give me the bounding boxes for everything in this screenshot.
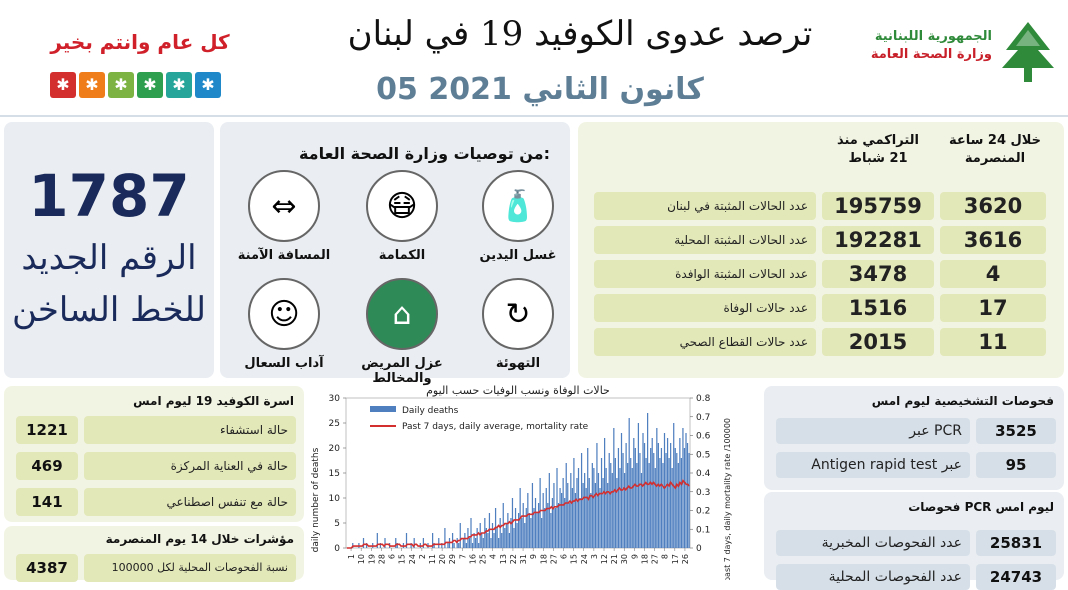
pcr-tests-panel [764,492,1064,586]
recommendation-item [352,170,452,263]
x-tick-label: 27 [650,554,660,565]
recommendation-label: آداب السعال [244,356,324,371]
daily-deaths-bar [675,448,676,548]
daily-deaths-bar [581,453,582,548]
daily-deaths-bar [464,533,465,548]
daily-deaths-bar [649,463,650,548]
y-tick-label: 15 [328,469,340,479]
hotline-label-line1: الرقم الجديد [21,238,197,278]
daily-deaths-bar [647,413,648,548]
diagnostic-label: عبر PCR [776,418,970,444]
y2-tick-label: 0.6 [696,431,711,442]
daily-deaths-bar [538,503,539,548]
ministry-line-health: وزارة الصحة العامة [870,47,992,62]
daily-deaths-bar [483,538,484,548]
daily-deaths-bar [624,473,625,548]
daily-deaths-bar [466,543,467,548]
hotline-label-line2: للخط الساخن [11,290,207,330]
daily-deaths-bar [622,453,623,548]
hotline-panel [4,122,214,378]
daily-deaths-bar [553,483,554,548]
recommendation-label: الكمامة [378,248,426,263]
pcr-label: عدد الفحوصات المحلية [776,564,970,590]
x-tick-label: 25 [478,554,488,565]
x-tick-label: 31 [519,554,529,565]
daily-deaths-bar [501,533,502,548]
pcr-row-lab [776,530,1056,556]
indicators-title: مؤشرات خلال 14 يوم المنصرمة [105,532,294,546]
daily-deaths-bar [584,473,585,548]
daily-deaths-bar [481,533,482,548]
daily-deaths-bar [656,428,657,548]
covid-beds-panel [4,386,304,522]
y2-tick-label: 0.8 [696,394,711,404]
daily-deaths-bar [661,448,662,548]
recommendation-item [468,170,568,263]
daily-deaths-bar [626,443,627,548]
indicator-row [16,554,296,582]
daily-deaths-bar [618,448,619,548]
daily-deaths-bar [601,458,602,548]
indicator-value: 4387 [16,554,78,582]
y2-tick-label: 0.3 [696,487,711,498]
daily-deaths-bar [602,478,603,548]
daily-deaths-bar [658,443,659,548]
diagnostic-label: Antigen rapid test عبر [776,452,970,478]
daily-deaths-bar [644,443,645,548]
daily-deaths-bar [665,453,666,548]
x-tick-label: 15 [397,554,407,565]
daily-deaths-bar [523,503,524,548]
daily-deaths-bar [527,493,528,548]
daily-deaths-bar [633,438,634,548]
hotline-number: 1787 [28,162,190,230]
y-tick-label: 20 [328,444,340,454]
daily-deaths-bar [598,473,599,548]
daily-deaths-bar [672,468,673,548]
chart-y-axis-label: daily number of deaths [311,447,321,553]
daily-deaths-bar [567,483,568,548]
daily-deaths-bar [688,453,689,548]
daily-deaths-bar [629,418,630,548]
x-tick-label: 29 [448,554,458,565]
daily-deaths-bar [536,513,537,548]
daily-deaths-bar [645,458,646,548]
x-tick-label: 24 [579,554,589,565]
y-tick-label: 10 [328,494,340,504]
daily-deaths-bar [541,518,542,548]
daily-deaths-bar [667,438,668,548]
x-tick-label: 4 [488,554,498,560]
y-tick-label: 0 [334,544,340,554]
cough-etiquette-icon: ☺ [248,278,320,350]
bed-label: حالة مع تنفس اصطناعي [84,488,296,516]
daily-deaths-bar [547,503,548,548]
y2-tick-label: 0.1 [696,525,711,536]
daily-deaths-bar [610,463,611,548]
virus-icon: ✱ [50,72,76,98]
daily-deaths-bar [460,523,461,548]
slogan-icons [50,72,221,98]
stat-row [594,260,1046,288]
daily-deaths-bar [681,458,682,548]
x-tick-label: 1 [347,554,357,560]
daily-deaths-bar [524,523,525,548]
daily-deaths-bar [563,478,564,548]
x-tick-label: 18 [539,554,549,565]
deaths-chart [306,380,732,580]
bed-value: 141 [16,488,78,516]
daily-deaths-bar [669,458,670,548]
diagnostic-row-antigen [776,452,1056,478]
daily-deaths-bar [564,498,565,548]
pcr-value: 24743 [976,564,1056,590]
daily-deaths-bar [670,443,671,548]
cumulative-column-header: التراكمي منذ 21 شباط [836,133,919,166]
daily-deaths-bar [578,468,579,548]
daily-deaths-bar [653,453,654,548]
recommendation-item [234,170,334,263]
diagnostic-row-pcr [776,418,1056,444]
x-tick-label: 16 [468,554,478,565]
stat-label: عدد الحالات المثبتة في لبنان [594,192,816,220]
daily-deaths-bar [507,513,508,548]
daily-deaths-bar [561,493,562,548]
stat-label: عدد الحالات المثبتة الوافدة [594,260,816,288]
stat-daily-value: 3620 [940,192,1046,220]
daily-deaths-bar [579,498,580,548]
header-divider [0,115,1068,117]
daily-deaths-bar [478,543,479,548]
daily-deaths-bar [447,543,448,548]
stat-row [594,294,1046,322]
y2-tick-label: 0.7 [696,412,711,423]
daily-deaths-bar [659,458,660,548]
stat-row [594,192,1046,220]
x-tick-label: 12 [600,554,609,565]
daily-deaths-bar [632,468,633,548]
chart-title: حالات الوفاة ونسب الوفيات حسب اليوم [426,384,610,397]
daily-deaths-bar [518,513,519,548]
daily-deaths-bar [590,493,591,548]
legend-swatch-bars [370,406,396,412]
ministry-line-republic: الجمهورية اللبنانية [874,29,992,44]
bed-row [16,452,296,480]
x-tick-label: 3 [589,554,599,560]
y2-tick-label: 0.5 [696,450,711,461]
bed-label: حالة في العناية المركزة [84,452,296,480]
stat-cumulative-value: 2015 [822,328,934,356]
new-year-greeting: كل عام وانتم بخير [50,30,230,54]
daily-deaths-bar [543,493,544,548]
recommendation-item [234,278,334,371]
diagnostic-tests-panel [764,386,1064,490]
bed-value: 1221 [16,416,78,444]
daily-deaths-bar [493,533,494,548]
chart-y2-axis-label: past 7 days, daily mortality rate /100000 [723,417,732,580]
stat-row [594,226,1046,254]
daily-deaths-bar [592,463,593,548]
daily-deaths-bar [529,513,530,548]
daily-deaths-bar [549,473,550,548]
daily-deaths-bar [530,518,531,548]
stat-cumulative-value: 192281 [822,226,934,254]
daily-deaths-bar [635,448,636,548]
y2-tick-label: 0.2 [696,506,711,517]
daily-deaths-bar [487,533,488,548]
daily-deaths-bar [684,448,685,548]
indicators-panel [4,526,304,580]
y2-tick-label: 0 [696,544,702,554]
daily-deaths-bar [363,538,364,548]
report-date: 05 كانون الثاني 2021 [376,72,704,107]
daily-deaths-bar [497,528,498,548]
stat-label: عدد حالات القطاع الصحي [594,328,816,356]
recommendation-label: غسل اليدين [479,248,557,263]
stat-daily-value: 3616 [940,226,1046,254]
daily-deaths-bar [612,473,613,548]
x-tick-label: 19 [367,554,377,565]
daily-deaths-bar [652,438,653,548]
daily-deaths-bar [636,463,637,548]
daily-deaths-bar [509,533,510,548]
y-tick-label: 25 [328,419,340,429]
daily-deaths-bar [492,523,493,548]
daily-deaths-bar [619,468,620,548]
hand-wash-icon: 🧴 [482,170,554,242]
daily-deaths-bar [576,478,577,548]
daily-deaths-bar [676,453,677,548]
virus-icon: ✱ [137,72,163,98]
daily-deaths-bar [438,538,439,548]
indicator-label: نسبة الفحوصات المحلية لكل 100000 [84,554,296,582]
daily-deaths-bar [570,473,571,548]
y-tick-label: 30 [328,394,340,404]
virus-icon: ✱ [166,72,192,98]
stat-daily-value: 17 [940,294,1046,322]
daily-deaths-bar [526,508,527,548]
stat-row [594,328,1046,356]
home-isolation-icon: ⌂ [366,278,438,350]
diagnostic-value: 95 [976,452,1056,478]
daily-deaths-bar [664,433,665,548]
bed-row [16,488,296,516]
daily-deaths-bar [477,528,478,548]
x-tick-label: 6 [559,554,569,560]
recommendation-item [352,278,452,386]
cedar-logo-icon [998,20,1058,86]
daily-deaths-bar [678,463,679,548]
daily-deaths-bar [540,478,541,548]
daily-deaths-bar [589,478,590,548]
daily-deaths-bar [573,458,574,548]
x-tick-label: 7 [458,554,468,560]
daily-deaths-bar [569,503,570,548]
daily-deaths-bar [615,458,616,548]
daily-deaths-bar [572,488,573,548]
daily-deaths-bar [454,543,455,548]
recommendations-panel [220,122,570,386]
x-tick-label: 18 [640,554,650,565]
daily-deaths-bar [498,538,499,548]
daily-deaths-bar [650,448,651,548]
recommendation-label: التهوئة [495,356,541,371]
x-tick-label: 15 [569,554,579,565]
y2-tick-label: 0.4 [696,469,711,479]
legend-label-line: Past 7 days, daily average, mortality rate [402,422,589,432]
daily-deaths-bar [458,543,459,548]
daily-deaths-bar [609,453,610,548]
bed-row [16,416,296,444]
daily-deaths-bar [662,463,663,548]
deaths-chart-svg [306,380,732,580]
daily-deaths-bar [687,443,688,548]
daily-deaths-bar [546,488,547,548]
covid-beds-title: اسرة الكوفيد 19 ليوم امس [133,394,294,408]
daily-deaths-bar [513,528,514,548]
daily-deaths-bar [679,438,680,548]
x-tick-label: 11 [428,554,437,565]
daily-deaths-bar [552,498,553,548]
x-tick-label: 20 [438,554,448,565]
case-statistics-panel [578,122,1064,378]
daily-deaths-bar [630,458,631,548]
x-tick-label: 22 [508,554,518,565]
virus-icon: ✱ [79,72,105,98]
daily-deaths-bar [463,538,464,548]
daily-deaths-bar [655,468,656,548]
page-title: ترصد عدوى الكوفيد 19 في لبنان [347,14,813,54]
daily-deaths-bar [475,538,476,548]
daily-deaths-bar [515,508,516,548]
pcr-tests-title: فحوصات PCR ليوم امس [908,500,1054,514]
social-distance-icon: ⇔ [248,170,320,242]
daily-deaths-bar [550,513,551,548]
ministry-name [862,28,992,64]
daily-deaths-bar [606,468,607,548]
daily-deaths-bar [504,528,505,548]
x-tick-label: 30 [620,554,630,565]
daily-deaths-bar [472,543,473,548]
daily-deaths-bar [583,483,584,548]
daily-deaths-bar [521,518,522,548]
stat-label: عدد الحالات المثبتة المحلية [594,226,816,254]
daily-deaths-bar [599,488,600,548]
x-tick-label: 9 [630,554,640,560]
x-tick-label: 13 [498,554,508,565]
x-tick-label: 28 [377,554,387,565]
daily-deaths-bar [556,468,557,548]
stat-cumulative-value: 195759 [822,192,934,220]
x-tick-label: 8 [660,554,670,560]
stat-cumulative-value: 1516 [822,294,934,322]
daily-deaths-bar [516,523,517,548]
y-tick-label: 5 [334,519,340,529]
daily-deaths-bar [682,428,683,548]
daily-deaths-bar [535,498,536,548]
daily-deaths-bar [613,428,614,548]
stat-daily-value: 4 [940,260,1046,288]
daily-deaths-bar [642,433,643,548]
daily-deaths-bar [639,453,640,548]
daily-deaths-bar [500,518,501,548]
x-tick-label: 21 [610,554,620,565]
daily-deaths-bar [627,463,628,548]
x-tick-label: 10 [357,554,367,565]
daily-deaths-bar [532,483,533,548]
bed-label: حالة استشفاء [84,416,296,444]
ventilation-icon: ↻ [482,278,554,350]
daily-deaths-bar [544,508,545,548]
virus-icon: ✱ [195,72,221,98]
stat-daily-value: 11 [940,328,1046,356]
daily-deaths-bar [566,463,567,548]
pcr-label: عدد الفحوصات المخبرية [776,530,970,556]
daily-deaths-bar [469,538,470,548]
stat-label: عدد حالات الوفاة [594,294,816,322]
pcr-value: 25831 [976,530,1056,556]
x-tick-label: 24 [407,554,417,565]
daily-deaths-bar [506,523,507,548]
diagnostic-tests-title: فحوصات التشخيصية ليوم امس [871,394,1054,408]
daily-deaths-bar [559,488,560,548]
pcr-row-local [776,564,1056,590]
daily-deaths-bar [490,538,491,548]
legend-label-bars: Daily deaths [402,406,459,416]
x-tick-label: 6 [387,554,397,560]
x-tick-label: 27 [549,554,559,565]
recommendations-title: من توصيات وزارة الصحة العامة: [298,144,550,163]
recommendation-item [468,278,568,371]
x-tick-label: 9 [529,554,539,560]
bed-value: 469 [16,452,78,480]
daily-column-header: خلال 24 ساعة المنصرمة [948,133,1042,166]
x-tick-label: 26 [680,554,690,565]
daily-deaths-bar [470,518,471,548]
daily-deaths-bar [593,468,594,548]
stat-cumulative-value: 3478 [822,260,934,288]
x-tick-label: 2 [417,554,427,560]
virus-icon: ✱ [108,72,134,98]
recommendation-label: عزل المريض والمخالط [361,356,443,386]
daily-deaths-bar [595,483,596,548]
daily-deaths-bar [555,508,556,548]
recommendation-label: المسافة الآمنة [237,248,331,263]
face-mask-icon: 😷 [366,170,438,242]
daily-deaths-bar [616,478,617,548]
diagnostic-value: 3525 [976,418,1056,444]
daily-deaths-bar [685,433,686,548]
daily-deaths-bar [558,503,559,548]
x-tick-label: 17 [670,554,680,565]
